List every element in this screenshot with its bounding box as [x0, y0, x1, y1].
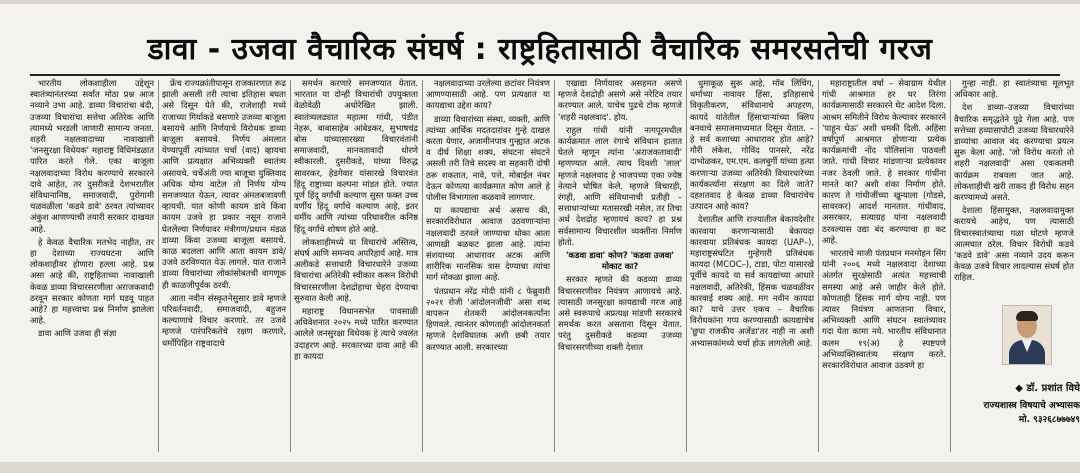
column-4 [426, 78, 550, 458]
headline: डावा - उजवा वैचारिक संघर्ष : राष्ट्रहितासाठी वैचारिक समरसतेची गरज [147, 31, 933, 67]
article-body [30, 78, 1074, 458]
author-photo-hair [1016, 311, 1038, 321]
paragraph: नक्षलवादाच्या उरलेल्या छटांवर नियंत्रण आणण्यासाठी आहे. पण प्रत्यक्षात या कायद्याचा उद्देश काय? [426, 78, 550, 111]
column-5 [558, 78, 682, 458]
paragraph: देशाला हिंसामुक्त, नक्षलवादामुक्त करायचे आहेच, पण त्यासाठी विचारस्वातंत्र्याचा गळा घोटणे म्हणजे आत्मघात ठरेल. विचार विरोधी कडवे 'कडवे डावे' असा नव्याने उदय करून केवळ उजवे विचार लादल्यास संघर्ष होत राहिल. [954, 205, 1074, 283]
paragraph: डाव्या विचारांच्या संस्था, व्यक्ती, आणि त्यांच्या आर्थिक मदतदारांवर गुन्हे दाखल करता येणार, अजामीनपात्र गुन्ह्यात अटक व दीर्घ शिक्षा शक्य, संघटना संघटने असली तरी तिचे सदस्य वा सहकारी दोषी ठरू शकतात, नावे, पत्ते, मोबाईल नंबर देऊन कोणत्या कार्यक्रमात कोण आले हे पोलीस विभागाला कळवावे लागणार. [426, 113, 550, 203]
column-divider [158, 80, 159, 452]
column-7 [822, 78, 946, 458]
column-divider [554, 80, 555, 452]
paragraph: लोकशाहीमध्ये या विचारांचे अस्तित्व, संघर्ष आणि समन्वय अपरिहार्य आहे. मात्र अलीकडे सत्ताधारी विचारधारेने उजव्या विचारांचा अतिरेकी स्वीकार करून विरोधी विचारसरणीला देशद्रोहाचा चेहरा देण्याचा सुरुवात केली आहे. [294, 236, 418, 303]
paragraph: पंतप्रधान नरेंद्र मोदी यांनी ८ फेब्रुवारी २०२१ रोजी 'आंदोलनजीवी' असा शब्द वापरून शेतकरी आंदोलनकर्त्यांना हिणवले. त्यानंतर कोणताही आंदोलनकर्ता म्हणजे देशविघातक अशी छबी तयार करण्यात आली. सरकारच्या [426, 285, 550, 352]
author-photo [1002, 305, 1052, 365]
paragraph: देशातील आणि राज्यातील बेकायदेशीर कारवाया करणाऱ्यासाठी बेकायदा कारवाया प्रतिबंधक कायदा (UAP–), महाराष्ट्रसंघटित गुन्हेगारी प्रतिबंधक कायदा (MCOC–), टाडा, पोटा यासारखे पूर्वीचे कायदे या सर्व कायद्यांच्या आधारे नक्षलवादी, अतिरेकी, हिंसक चळवळींवर कारवाई शक्य आहे. मग नवीन कायदा का? याचे उत्तर एकच – वैचारिक विरोधकांना गप्प करण्यासाठी कायद्याचेच 'छुपा राजकीय अजेंडा'तर नाही ना अशी अभ्यासकांमध्ये चर्चा होऊ लागलेली आहे. [690, 214, 814, 348]
paragraph: गुन्हा नाही. हा स्वातंत्र्याचा मूलभूत अधिकार आहे. [954, 78, 1074, 100]
column-2 [162, 78, 286, 458]
column-1 [30, 78, 154, 458]
author-role: राज्यशास्त्र विषयाचे अभ्यासक [983, 401, 1080, 411]
paragraph: आता नवीन संस्कृतनेसुसार डावे म्हणजे परिवर्तनवादी, समाजवादी, बहुजन कल्याणाचे विचार करणारे. तर उजवे म्हणजे पारंपरिकतेचे रक्षण करणारे, धर्मोपिहित राष्ट्रवादाचे [162, 292, 286, 348]
paragraph: देश डाव्या–उजव्या विचारांच्या वैचारिक समृद्धतेने पुढे गेला आहे. पण सत्तेच्या हव्यासापोटी उजव्या विचारधारेने डाव्यांचा आवाज बंद करण्याचा प्रयत्न सुरू केला आहे. 'जो विरोध करतो तो शहरी नक्षलवादी' असा एककलमी कार्यक्रम राबवला जात आहे. लोकशाहीची खरी ताकद ही विरोध सहन करण्यामध्ये असते. [954, 102, 1074, 203]
paragraph: डावा आणि उजवा ही संज्ञा [38, 328, 117, 339]
paragraph: या कायद्याचा अर्थ असाच की, सरकारविरोधात आवाज उठवणाऱ्यांना नक्षलवादी ठरवले जाण्याचा धोका आता आणखी बळकट झाला आहे. त्यांना संशयाच्या आधारावर अटक आणि शारीरिक मानसिक त्रास देण्याचा त्यांचा मार्ग मोकळा झाला आहे. [426, 205, 550, 283]
paragraph: महाराष्ट्र विधानसभेत पावसाळी अधिवेशनात २०२५ मध्ये पारित करण्यात आलेले जनसुरक्षा विधेयक हे त्याचे ज्वलंत उदाहरण आहे. सरकारच्या दावा आहे की हा कायदा [294, 306, 418, 361]
column-divider [422, 80, 423, 452]
paragraph: भारतीय लोकशाहीला उद्देशून स्वातंत्र्यानंतरच्या सर्वात मोठा प्रश्न आज नव्याने उभा आहे. डाव्या विचारांचा बंदी, उजव्या विचारांचा सत्तेचा अतिरेक आणि त्यामध्ये भरडली जाणारी सामान्य जनता. शहरी नक्षलवादाच्या नावाखाली 'जनसुरक्षा विधेयक' महाराष्ट्र विधिमंडळात पारित करते गेले. एका बाजूला नक्षलवादाच्या विरोध करण्याचे सरकारने दावे आहेत, तर दुसरीकडे देशभरातील संविधानानिष्ठ, समाजवादी, पुरोगामी चळवळीला 'कडवे डावे' ठरवत त्यांच्यावर अंकुश आणण्याची तयारी सरकार दाखवत आहे. [30, 78, 154, 234]
author-phone: मो. ९३२६८७७७४९ [1018, 415, 1080, 425]
column-divider [290, 80, 291, 452]
paragraph: एखाद्या निर्णयावर असहमत असणे म्हणजे देशद्रोही असणे असे नरेटिव तयार करण्यात आले. याचेच पुढचे टोक म्हणजे 'शहरी नक्षलवाद'. होय. [558, 78, 682, 122]
column-8 [954, 78, 1074, 293]
bottom-strip [0, 462, 1080, 473]
column-divider [686, 80, 687, 452]
headline-bar [0, 24, 1080, 70]
paragraph: हे केवळ वैचारिक मतभेद नाहीत, तर हा देशाच्या राज्यघटना आणि लोकशाहीवर होणारा हल्ला आहे. प्रश्न असा आहे की, राष्ट्रहिताच्या नावाखाली केवळ डाव्या विचारसरणीला अराजकवादी ठरवून सरकार कोणता मार्ग घडवू पाहत आहे? हा महत्त्वाचा प्रश्न निर्माण झालेला आहे. [30, 236, 154, 326]
paragraph: महाराष्ट्रातील वर्षा – सेवाग्राम येथील गांधी आश्रमात हर घर तिरंगा कार्यक्रमासाठी सरकारने घेट आदेश दिला. आश्रम समितीने विरोध केल्यावर सरकारने 'पाहून घेऊ' अशी धमकी दिली. अहिंसा वर्षापूर्ण आश्रमात होणाऱ्या प्रत्येक कार्यक्रमांची नोंद पोलिसांना पाठवली जाते. गांधी विचार मांडणाऱ्या प्रत्येकावर नजर ठेवली जाते. हे सरकार गांधींना मानते का? अशी शंका निर्माण होते. कारण ते गांधीजींच्या खुन्याला (गोडसे, सावरकर) आदर्श मानतात. गांधीवाद, असरकार, सत्याग्रह यांना नक्षलवादी ठरवल्यास उद्या बंद करण्याचा हा कट आहे. [822, 78, 946, 245]
column-3 [294, 78, 418, 458]
paragraph: धुमाकूळ सुरू आहे, मॉब लिंचिंग, धर्माच्या नावावर हिंसा, इतिहासाचे विकृतीकरण, संविधानाचे अपहरण, कायदे यांतेतील हिंसाचाऱ्यांच्या क्लिप बनवाचे समाजमाध्यमात दिसून येतात. – हे सर्व कशाच्या आधारावर होत आहे? गौरी लंकेश, गोविंद पानसरे, नरेंद्र दाभोळकर, एम.एम. कलबुर्गी यांच्या हत्या करणाऱ्या उजव्या अतिरेकी विचारधारेच्या कार्यकर्त्यांना संरक्षण का दिले जाते? दहशतवाद हे केवळ डाव्या विचारांचेच उत्पादन आहे काय? [690, 78, 814, 212]
top-strip [0, 0, 1080, 4]
paragraph: भारताचे माजी पंतप्रधान मनमोहन सिंग यांनी २००६ मध्ये नक्षलवादा देशाच्या अंतर्गत सुरक्षेसाठी अत्यंत महत्त्वाची समस्या आहे असे जाहीर केले होते. कोणताही हिंसक मार्ग योग्य नाही. पण त्यावर नियंत्रण आणताना विचार, अभिव्यक्ती आणि संघटन स्वातंत्र्यावर गदा येता कामा नये. भारतीय संविधानात कलम १९(अ) हे स्पष्टपणे अभिव्यक्तिस्वातंत्र्य संरक्षण करते. सरकारविरोधात आवाज उठवणे हा [822, 248, 946, 371]
column-divider [950, 80, 951, 452]
subheading: 'कडवा डावा' कोण? 'कडवा उजवा' मोकाट का? [565, 250, 674, 272]
paragraph: सरकार म्हणते की कडव्या डाव्या विचारसरणीवर नियंत्रण आणायचे आहे. त्यासाठी जनसुरक्षा कायद्याची गरज आहे असे स्वरूपाचे अप्रत्यक्ष मांडणी सरकारचे समर्थक करत असताना दिसून येतात. परंतु दुसरीकडे कडव्या उजव्या विचारसरणीच्या शक्ती देशात [558, 274, 682, 352]
paragraph: फ्रेंच राज्यक्रांतीपासून राजकारणात रूढ झाली असली तरी त्याचा इतिहास बघता असे दिसून येते की, राजेशाही मध्ये राजाच्या गिर्याकडे बसणारे उजव्या बाजूला बसायचे आणि निर्णयाचे विरोधक डाव्या बाजूला बसायचे. निर्णय अंमलात येण्यापूर्वी त्यांच्यात चर्चा (वाद) व्हायचा आणि प्रत्यक्षात अभिव्यक्ती स्वातंत्र्य असायचे. चर्चेअंती ज्या बाजूचा युक्तिवाद अधिक योग्य वाटेल तो निर्णय योग्य समजण्यात येऊन, त्यावर अंमलबजावणी व्हायची. यात कोणी कायम डावे किंवा कायम उजवे हा प्रकार नसून राजाने घेतलेल्या निर्णयावर मंत्रीगण/प्रधान मंडळ डाव्या किंवा उजव्या बाजूला बसायचे. काळ बदलला आणि आता कायम डावे/उजवे ठरविण्यात येऊ लागले. यात राजाने डाव्या विचारांच्या लोकांसोबतची वागणूक ही काळजीपूर्वक ठरवी. [162, 78, 286, 290]
column-6 [690, 78, 814, 458]
column-divider [818, 80, 819, 452]
paragraph: समर्थन करणारे समजण्यात येतात. भारतात या दोन्ही विचारांची उपयुक्तता वेळोवेळी अधोरेखित झाली. स्वातंत्र्यलढ्यात महात्मा गांधी, पंडीत नेहरू, बाबासाहेब आंबेडकर, सुभाषचंद्र बोस यांच्यासारख्या विचारवंतांनी समाजवादी, मानवतावादी धोरणे स्वीकारली. दुसरीकडे, यांच्या विरुद्ध सावरकर, हेडगेवार यांसारखे विचारवंत हिंदू राष्ट्राच्या कल्पना मांडत होते. ज्यात पूर्ण हिंदू वर्गांची कल्याण सुस्त फक्त उच्च वर्णीय हिंदू वर्गांचे कल्याण आहे, इतर धर्मीय आणि त्यांच्या परिघावरील कनिष्ठ हिंदू वर्गांचे शोषण होते आहे. [294, 78, 418, 234]
paragraph: राहुल गांधी यांनी नागपूरमधील कार्यक्रमात लाल रंगाचे संविधान हातात घेतले म्हणून त्यांना 'अराजकतावादी' म्हणण्यात आले. त्याच दिवशी 'लाल' म्हणजे नक्षलवाद हे भाजपच्या एका ज्येष्ठ नेत्याने घोषित केले. म्हणजे विचारही, रंगही, आणि संविधानाची प्रतीही – सत्ताधाऱ्यांच्या मतासरखी नसेल, तर तिचा अर्थ देशद्रोह म्हणायचं काय? हा प्रश्न सर्वसामान्य विचारशील व्यक्तींना निर्माण होतो. [558, 124, 682, 247]
author-name: ◆ डॉ. प्रशांत विघे [1015, 383, 1080, 394]
headline-rule [30, 74, 1060, 76]
